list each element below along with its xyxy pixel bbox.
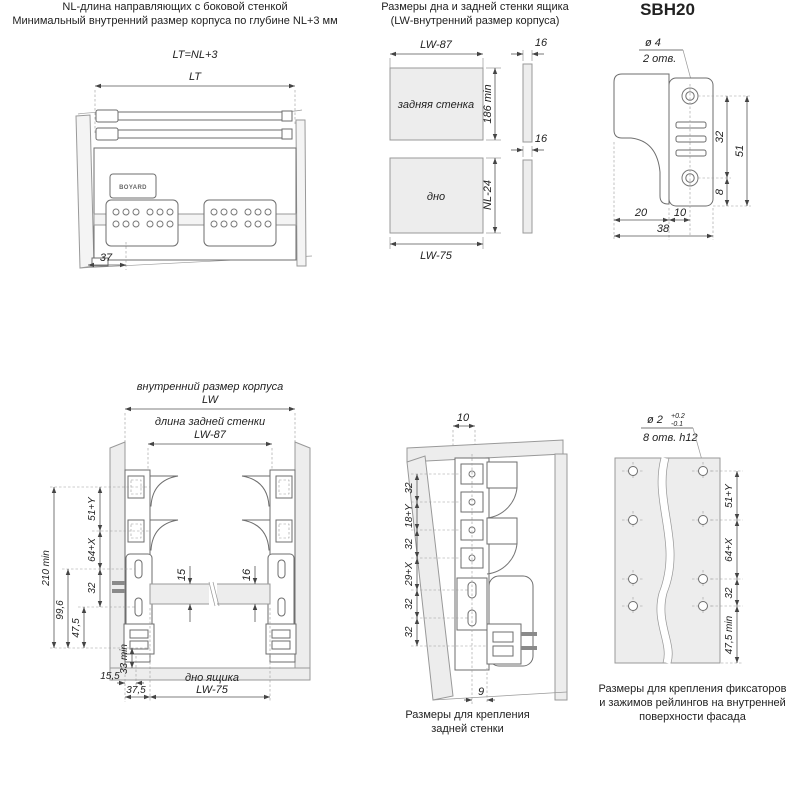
slide-caption-2: Минимальный внутренний размер корпуса по глубине NL+3 мм — [12, 15, 338, 27]
body-caption-2: (LW-внутренний размер корпуса) — [390, 15, 560, 27]
tolerance-plus: +0.2 — [671, 413, 685, 420]
sbh20-drawing — [595, 24, 800, 262]
dim-64x: 64+X — [87, 538, 98, 562]
drawer-bottom-right-part — [216, 584, 270, 604]
lt-dim-label: LT — [188, 71, 202, 83]
body-caption-1: Размеры дна и задней стенки ящика — [381, 1, 569, 13]
dim-210min: 210 min — [41, 550, 52, 586]
dim-20: 20 — [634, 207, 648, 219]
dim-996: 99,6 — [55, 600, 66, 620]
dim-155: 15,5 — [100, 671, 120, 682]
bracket-shape — [614, 74, 713, 206]
hole-count-label: 2 отв. — [643, 53, 677, 65]
facade-mount-drawing — [585, 408, 800, 676]
cabinet-back-panel — [296, 120, 306, 266]
sbh20-panel — [595, 0, 800, 262]
sbh20-title: SBH20 — [640, 0, 695, 19]
dim-29x: 29+X — [404, 562, 415, 586]
railing-rails — [96, 110, 292, 140]
facade-caption-1: Размеры для крепления фиксаторов — [598, 683, 787, 695]
backmount-caption-1: Размеры для крепления — [405, 709, 530, 721]
dim-10: 10 — [456, 412, 470, 424]
dim-33min: 33 min — [119, 643, 130, 675]
dim-38: 38 — [656, 223, 670, 235]
dim-64x: 64+X — [724, 538, 735, 562]
dim-51y: 51+Y — [87, 497, 98, 521]
screw-icon — [112, 581, 125, 585]
screw-icon — [521, 632, 537, 636]
facade-caption-2: и зажимов рейлингов на внутренней — [599, 697, 786, 709]
body-sizes-drawing — [355, 28, 595, 266]
bracket-slot — [676, 150, 706, 156]
bottom-width-label: LW-75 — [420, 250, 452, 262]
dim-10: 10 — [673, 207, 687, 219]
dim-32: 32 — [404, 598, 415, 610]
mounting-plates-column — [455, 458, 537, 670]
dim-16: 16 — [241, 568, 253, 582]
facade-caption-3: поверхности фасада — [639, 711, 746, 723]
backmount-caption-2: задней стенки — [431, 723, 504, 735]
bottom-depth-label: NL-24 — [482, 180, 494, 210]
back-thickness-label: 16 — [534, 37, 548, 49]
back-mount-panel — [395, 410, 590, 736]
dim-32: 32 — [714, 130, 726, 144]
dim-18y: 18+Y — [404, 504, 415, 528]
back-wall-label: задняя стенка — [397, 99, 475, 111]
brand-logo: BOYARD — [119, 185, 147, 191]
bracket-slot — [676, 122, 706, 128]
lw-caption: внутренний размер корпуса — [136, 381, 284, 393]
facade-hole-count: 8 отв. h12 — [643, 432, 698, 444]
lw-label: LW — [201, 394, 219, 406]
cabinet-right-wall — [295, 442, 310, 668]
front-section-panel — [40, 378, 340, 713]
facade-hole-dia: ø 2 — [647, 414, 663, 426]
perforated-plate-front — [106, 200, 178, 246]
dim-37: 37 — [99, 252, 113, 264]
drawer-section — [112, 470, 296, 662]
slide-length-panel — [0, 0, 350, 290]
dim-32: 32 — [724, 587, 735, 599]
facade-mount-panel — [585, 408, 800, 724]
dim-51: 51 — [734, 144, 746, 158]
back-height-label: 186 min — [482, 84, 494, 124]
tolerance-minus: -0.1 — [671, 421, 684, 428]
dim-51y: 51+Y — [724, 484, 735, 508]
perforated-plate-rear — [204, 200, 276, 246]
drawer-side-view — [92, 110, 296, 266]
drawer-bottom-caption: дно ящика — [185, 672, 239, 684]
back-len-caption: длина задней стенки — [154, 416, 266, 428]
formula-label: LT=NL+3 — [172, 49, 218, 61]
dim-475: 47,5 — [71, 618, 82, 638]
slide-caption-1: NL-длина направляющих с боковой стенкой — [62, 1, 288, 13]
bottom-label: дно — [426, 191, 446, 203]
dim-8: 8 — [714, 188, 726, 196]
dim-32: 32 — [404, 626, 415, 638]
dim-32: 32 — [87, 582, 98, 594]
drawer-bottom-left-part — [150, 584, 210, 604]
back-width-label: LW-87 — [420, 39, 452, 51]
screw-icon — [521, 646, 537, 650]
bottom-thickness-label: 16 — [534, 133, 548, 145]
dim-lw75: LW-75 — [196, 684, 228, 696]
dim-32: 32 — [404, 538, 415, 550]
dim-375: 37,5 — [126, 685, 146, 696]
cabinet-front-edge — [76, 115, 94, 268]
dim-15: 15 — [176, 568, 188, 582]
back-mount-drawing — [395, 410, 590, 706]
bracket-slot — [676, 136, 706, 142]
dim-9: 9 — [477, 686, 485, 698]
dim-32: 32 — [404, 482, 415, 494]
hole-dia-label: ø 4 — [645, 37, 661, 49]
dim-475min: 47,5 min — [724, 615, 735, 655]
bottom-thickness-shape — [523, 160, 532, 233]
slide-length-drawing — [0, 28, 350, 290]
body-sizes-panel — [355, 0, 595, 266]
back-thickness-shape — [523, 64, 532, 142]
screw-icon — [112, 589, 125, 593]
cabinet-left-wall — [110, 442, 125, 668]
front-section-drawing — [40, 378, 340, 713]
back-len-label: LW-87 — [194, 429, 226, 441]
